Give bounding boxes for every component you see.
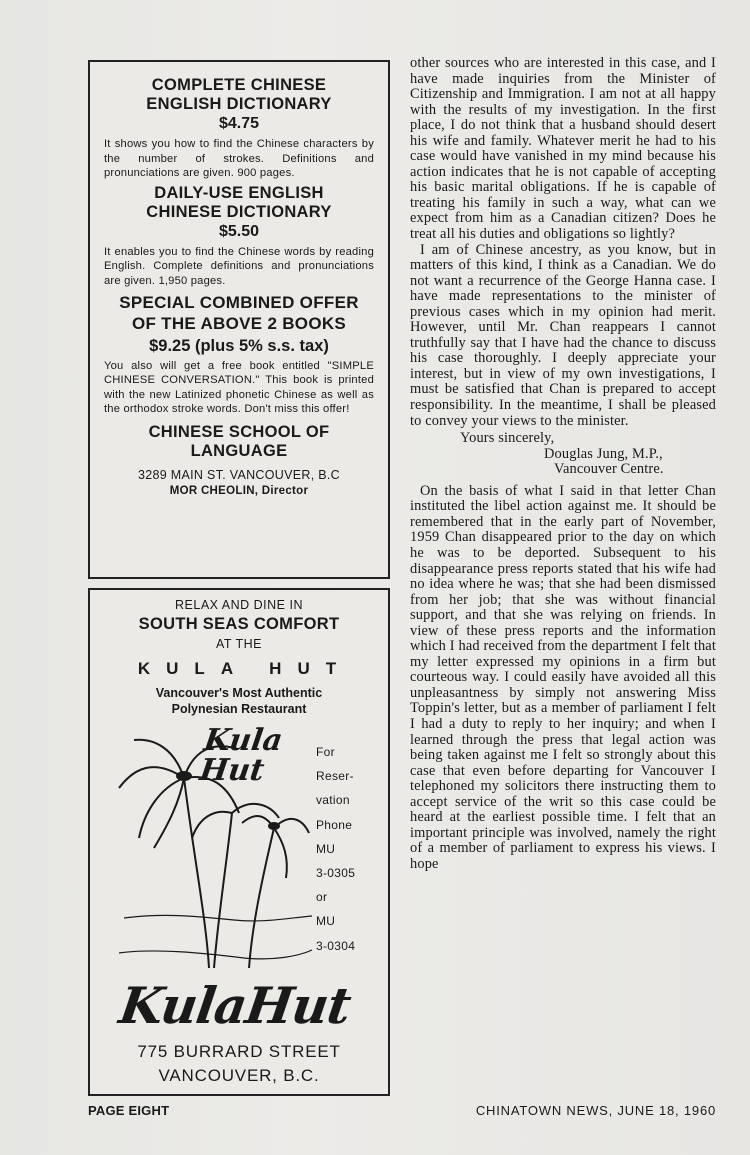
page-number: PAGE EIGHT bbox=[88, 1103, 170, 1118]
article-paragraph-1: other sources who are interested in this case, and I have made inquiries from the Minister of Citizenship and Immigration. I am not at all happy with the results of my investigation. In the first place, I do not think that a husband should desert his wife and family. Whatever merit he had to his case would have vanished in my mind because his action indicates that he is not capable of accepting his basic marital obligations. If he is capable of treating his family in such a way, what can we expect from him as a Canadian citizen? Does he treat all his duties and obligations so lightly? bbox=[410, 55, 716, 243]
reservation-line: For bbox=[316, 745, 335, 759]
ad-title-1-line-1: COMPLETE CHINESE bbox=[151, 76, 327, 94]
reservation-line: Phone bbox=[316, 817, 353, 832]
kula-address-line-2: VANCOUVER, B.C. bbox=[158, 1066, 320, 1085]
kula-line-1: RELAX AND DINE IN bbox=[175, 598, 303, 612]
ad-offer-price: $9.25 (plus 5% s.s. tax) bbox=[149, 336, 329, 355]
kula-logo-small: Kula Hut bbox=[197, 723, 285, 788]
ad-school-line-2: LANGUAGE bbox=[190, 441, 288, 460]
ad-description-2: It enables you to find the Chinese words by reading English. Complete definitions and pronunciations are given. 1,950 pages. bbox=[104, 245, 374, 287]
publication-line: CHINATOWN NEWS, JUNE 18, 1960 bbox=[475, 1103, 716, 1118]
reservation-line: MU bbox=[316, 841, 336, 856]
letter-closing: Yours sincerely, bbox=[460, 430, 555, 447]
ad-school-director: MOR CHEOLIN, Director bbox=[169, 484, 309, 497]
reservation-column bbox=[316, 740, 386, 958]
ad-school-line-1: CHINESE SCHOOL OF bbox=[148, 422, 330, 441]
ad-school-address: 3289 MAIN ST. VANCOUVER, B.C bbox=[138, 467, 340, 482]
kula-line-2: SOUTH SEAS COMFORT bbox=[138, 615, 340, 633]
ad-title-2-line-2: CHINESE DICTIONARY bbox=[146, 202, 332, 221]
reservation-line: Reser- bbox=[316, 769, 354, 784]
letter-signature-riding: Vancouver Centre. bbox=[554, 461, 664, 478]
kula-tagline-1: Vancouver's Most Authentic bbox=[155, 686, 323, 700]
reservation-line: 3-0305 bbox=[316, 866, 356, 881]
kula-hut-logo: KulaHut bbox=[115, 976, 354, 1035]
kula-address-line-1: 775 BURRARD STREET bbox=[137, 1042, 341, 1061]
ad-description-1: It shows you how to find the Chinese characters by the number of strokes. Definitions and pronunciations are given. 900 pages. bbox=[104, 138, 374, 180]
article-paragraph-3: On the basis of what I said in that letter Chan instituted the libel action against me. It should be remembered that in the early part of November, 1959 Chan disappeared prior to the day on which he was to be deported. Subsequent to his disappearance press reports stated that his wife had no idea where he was; that she had been dismissed from her job; that she was without financial support, and that she was relying on friends. In view of these press reports and the information which I had received from the department I felt that my letter expressed my opinions in a firm but courteous way. I could easily have avoided all this unpleasantness by simply not answering Miss Toppin's letter, but as a member of parliament I felt I had a duty to reply to her inquiry; and when I learned through the press that legal action was being taken against me I felt so strongly about this case that even before departing for Vancouver I telephoned my solicitors there instructing them to accept service of the writ so this case could be heard at the earliest possible time. I felt that an important principle was involved, namely the right of a member of parliament to express his views. I hope bbox=[410, 482, 716, 872]
kula-tagline-2: Polynesian Restaurant bbox=[171, 702, 307, 716]
dictionary-advertisement bbox=[88, 60, 390, 579]
ad-description-3: You also will get a free book entitled "SIMPLE CHINESE CONVERSATION." This book is printed with the new Latinized phonetic Chinese as well as the orthodox stroke words. Don't miss this offer! bbox=[104, 359, 374, 416]
ad-price-1: $4.75 bbox=[218, 115, 260, 132]
kula-line-3: AT THE bbox=[215, 637, 263, 651]
reservation-line: or bbox=[316, 890, 328, 905]
reservation-line: vation bbox=[316, 793, 350, 808]
kula-name: KULA HUT bbox=[137, 659, 353, 678]
ad-offer-line-1: SPECIAL COMBINED OFFER bbox=[119, 292, 359, 312]
kula-hut-advertisement bbox=[88, 588, 390, 1096]
ad-title-1-line-2: ENGLISH DICTIONARY bbox=[146, 95, 332, 113]
article-column bbox=[410, 56, 716, 872]
article-paragraph-2: I am of Chinese ancestry, as you know, but in matters of this kind, I think as a Canadian. We do not want a recurrence of the George Hanna case. I have made representations to the minister of previous cases which in my opinion had merit. However, until Mr. Chan reappears I cannot truthfully say that I have had the chance to discuss his case thoroughly. I deeply appreciate your interest, but in view of my own investigations, I must be satisfied that Chan is prepared to accept responsibility. In the meantime, I shall be pleased to convey your views to the minister. bbox=[410, 241, 716, 429]
ad-title-2-line-1: DAILY-USE ENGLISH bbox=[154, 183, 324, 202]
ad-offer-line-2: OF THE ABOVE 2 BOOKS bbox=[131, 313, 347, 333]
reservation-line: 3-0304 bbox=[316, 938, 356, 953]
ad-price-2: $5.50 bbox=[218, 222, 260, 240]
reservation-line: MU bbox=[316, 914, 336, 929]
letter-signature-name: Douglas Jung, M.P., bbox=[544, 445, 663, 462]
